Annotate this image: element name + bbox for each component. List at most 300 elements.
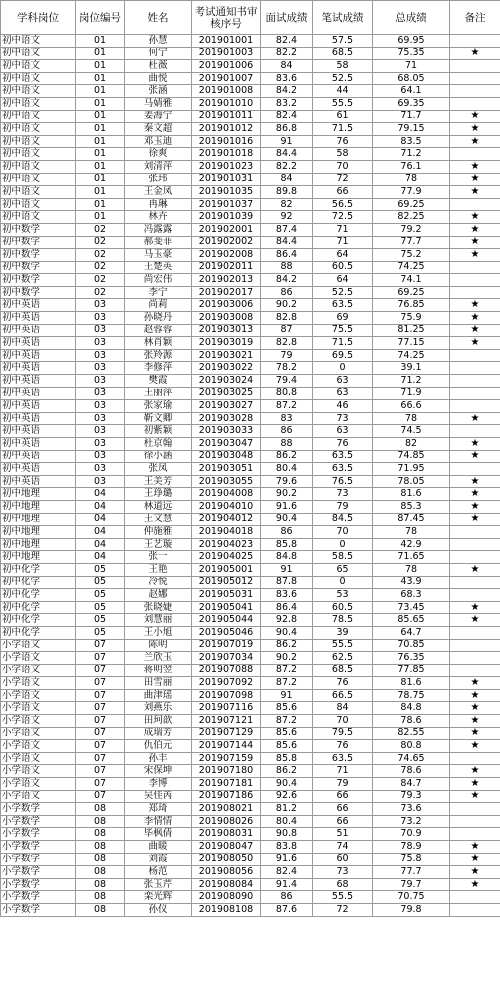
total-score-cell[interactable]: 79.3 (373, 790, 450, 803)
name-cell[interactable]: 曲暖 (125, 841, 192, 854)
total-score-cell[interactable]: 69.95 (373, 35, 450, 48)
review-number-cell[interactable]: 201908021 (192, 803, 261, 816)
name-cell[interactable]: 毕枫倩 (125, 828, 192, 841)
name-cell[interactable]: 曲津瑶 (125, 689, 192, 702)
review-number-cell[interactable]: 201903028 (192, 412, 261, 425)
name-cell[interactable]: 刘清萍 (125, 160, 192, 173)
review-number-cell[interactable]: 201903013 (192, 324, 261, 337)
total-score-cell[interactable]: 74.25 (373, 261, 450, 274)
written-score-cell[interactable]: 55.5 (313, 97, 373, 110)
post-number-cell[interactable]: 01 (76, 110, 125, 123)
name-cell[interactable]: 初紫颖 (125, 425, 192, 438)
remarks-cell[interactable]: ★ (450, 123, 500, 136)
review-number-cell[interactable]: 201904008 (192, 488, 261, 501)
review-number-cell[interactable]: 201907159 (192, 752, 261, 765)
review-number-cell[interactable]: 201903021 (192, 349, 261, 362)
remarks-cell[interactable]: ★ (450, 47, 500, 60)
review-number-cell[interactable]: 201907019 (192, 639, 261, 652)
total-score-cell[interactable]: 84.7 (373, 778, 450, 791)
post-number-cell[interactable]: 03 (76, 438, 125, 451)
interview-score-cell[interactable]: 78.2 (261, 362, 313, 375)
interview-score-cell[interactable]: 85.8 (261, 752, 313, 765)
subject-cell[interactable]: 初中数学 (1, 223, 76, 236)
written-score-cell[interactable]: 58 (313, 60, 373, 73)
written-score-cell[interactable]: 66 (313, 803, 373, 816)
post-number-cell[interactable]: 02 (76, 261, 125, 274)
total-score-cell[interactable]: 83.5 (373, 135, 450, 148)
subject-cell[interactable]: 小学语文 (1, 727, 76, 740)
interview-score-cell[interactable]: 90.2 (261, 488, 313, 501)
written-score-cell[interactable]: 78.5 (313, 614, 373, 627)
interview-score-cell[interactable]: 82.4 (261, 35, 313, 48)
interview-score-cell[interactable]: 83.6 (261, 72, 313, 85)
name-cell[interactable]: 靳文卿 (125, 412, 192, 425)
review-number-cell[interactable]: 201902017 (192, 286, 261, 299)
review-number-cell[interactable]: 201901008 (192, 85, 261, 98)
interview-score-cell[interactable]: 90.8 (261, 828, 313, 841)
post-number-cell[interactable]: 05 (76, 576, 125, 589)
post-number-cell[interactable]: 07 (76, 778, 125, 791)
total-score-cell[interactable]: 77.85 (373, 664, 450, 677)
name-cell[interactable]: 仲施雅 (125, 526, 192, 539)
interview-score-cell[interactable]: 86 (261, 286, 313, 299)
review-number-cell[interactable]: 201902011 (192, 261, 261, 274)
written-score-cell[interactable]: 60.5 (313, 601, 373, 614)
review-number-cell[interactable]: 201901023 (192, 160, 261, 173)
subject-cell[interactable]: 初中地理 (1, 488, 76, 501)
interview-score-cell[interactable]: 83.8 (261, 841, 313, 854)
total-score-cell[interactable]: 73.45 (373, 601, 450, 614)
remarks-cell[interactable]: ★ (450, 601, 500, 614)
post-number-cell[interactable]: 04 (76, 488, 125, 501)
written-score-cell[interactable]: 72 (313, 903, 373, 916)
written-score-cell[interactable]: 52.5 (313, 72, 373, 85)
remarks-cell[interactable]: ★ (450, 702, 500, 715)
post-number-cell[interactable]: 03 (76, 299, 125, 312)
interview-score-cell[interactable]: 86.2 (261, 765, 313, 778)
subject-cell[interactable]: 初中数学 (1, 286, 76, 299)
subject-cell[interactable]: 初中英语 (1, 299, 76, 312)
interview-score-cell[interactable]: 83.6 (261, 589, 313, 602)
header-cell-post-number[interactable]: 岗位编号 (76, 1, 125, 35)
written-score-cell[interactable]: 79 (313, 778, 373, 791)
interview-score-cell[interactable]: 82.2 (261, 160, 313, 173)
name-cell[interactable]: 林道远 (125, 500, 192, 513)
interview-score-cell[interactable]: 84 (261, 173, 313, 186)
total-score-cell[interactable]: 78.6 (373, 715, 450, 728)
name-cell[interactable]: 陈明 (125, 639, 192, 652)
total-score-cell[interactable]: 42.9 (373, 538, 450, 551)
name-cell[interactable]: 张一 (125, 551, 192, 564)
name-cell[interactable]: 刘霞 (125, 853, 192, 866)
total-score-cell[interactable]: 78 (373, 412, 450, 425)
subject-cell[interactable]: 初中英语 (1, 324, 76, 337)
post-number-cell[interactable]: 01 (76, 35, 125, 48)
remarks-cell[interactable] (450, 387, 500, 400)
post-number-cell[interactable]: 03 (76, 312, 125, 325)
subject-cell[interactable]: 初中语文 (1, 97, 76, 110)
remarks-cell[interactable]: ★ (450, 740, 500, 753)
review-number-cell[interactable]: 201904012 (192, 513, 261, 526)
written-score-cell[interactable]: 71.5 (313, 337, 373, 350)
interview-score-cell[interactable]: 86.4 (261, 249, 313, 262)
subject-cell[interactable]: 初中地理 (1, 513, 76, 526)
interview-score-cell[interactable]: 82 (261, 198, 313, 211)
remarks-cell[interactable]: ★ (450, 135, 500, 148)
interview-score-cell[interactable]: 84.2 (261, 274, 313, 287)
review-number-cell[interactable]: 201904025 (192, 551, 261, 564)
interview-score-cell[interactable]: 82.8 (261, 312, 313, 325)
name-cell[interactable]: 孙丰 (125, 752, 192, 765)
subject-cell[interactable]: 初中化学 (1, 589, 76, 602)
total-score-cell[interactable]: 82 (373, 438, 450, 451)
remarks-cell[interactable] (450, 576, 500, 589)
review-number-cell[interactable]: 201903025 (192, 387, 261, 400)
review-number-cell[interactable]: 201902001 (192, 223, 261, 236)
written-score-cell[interactable]: 66 (313, 790, 373, 803)
written-score-cell[interactable]: 63.5 (313, 463, 373, 476)
review-number-cell[interactable]: 201901035 (192, 186, 261, 199)
written-score-cell[interactable]: 52.5 (313, 286, 373, 299)
subject-cell[interactable]: 初中语文 (1, 160, 76, 173)
name-cell[interactable]: 宋保坤 (125, 765, 192, 778)
post-number-cell[interactable]: 03 (76, 337, 125, 350)
interview-score-cell[interactable]: 87.2 (261, 400, 313, 413)
interview-score-cell[interactable]: 86.2 (261, 450, 313, 463)
total-score-cell[interactable]: 66.6 (373, 400, 450, 413)
post-number-cell[interactable]: 08 (76, 903, 125, 916)
subject-cell[interactable]: 初中语文 (1, 72, 76, 85)
total-score-cell[interactable]: 68.05 (373, 72, 450, 85)
interview-score-cell[interactable]: 86 (261, 526, 313, 539)
total-score-cell[interactable]: 82.55 (373, 727, 450, 740)
interview-score-cell[interactable]: 84.4 (261, 236, 313, 249)
written-score-cell[interactable]: 72 (313, 173, 373, 186)
review-number-cell[interactable]: 201902008 (192, 249, 261, 262)
total-score-cell[interactable]: 74.1 (373, 274, 450, 287)
total-score-cell[interactable]: 71.7 (373, 110, 450, 123)
header-cell-interview-score[interactable]: 面试成绩 (261, 1, 313, 35)
written-score-cell[interactable]: 68.5 (313, 664, 373, 677)
written-score-cell[interactable]: 66.5 (313, 689, 373, 702)
written-score-cell[interactable]: 76.5 (313, 475, 373, 488)
post-number-cell[interactable]: 08 (76, 866, 125, 879)
subject-cell[interactable]: 初中地理 (1, 538, 76, 551)
written-score-cell[interactable]: 44 (313, 85, 373, 98)
remarks-cell[interactable] (450, 891, 500, 904)
post-number-cell[interactable]: 08 (76, 828, 125, 841)
review-number-cell[interactable]: 201901031 (192, 173, 261, 186)
subject-cell[interactable]: 小学语文 (1, 778, 76, 791)
name-cell[interactable]: 曲悦 (125, 72, 192, 85)
remarks-cell[interactable] (450, 752, 500, 765)
post-number-cell[interactable]: 08 (76, 803, 125, 816)
written-score-cell[interactable]: 58.5 (313, 551, 373, 564)
written-score-cell[interactable]: 65 (313, 563, 373, 576)
total-score-cell[interactable]: 76.35 (373, 652, 450, 665)
subject-cell[interactable]: 初中数学 (1, 261, 76, 274)
review-number-cell[interactable]: 201901039 (192, 211, 261, 224)
review-number-cell[interactable]: 201903006 (192, 299, 261, 312)
name-cell[interactable]: 徐小涵 (125, 450, 192, 463)
name-cell[interactable]: 王文慧 (125, 513, 192, 526)
written-score-cell[interactable]: 55.5 (313, 891, 373, 904)
interview-score-cell[interactable]: 79.6 (261, 475, 313, 488)
subject-cell[interactable]: 初中数学 (1, 249, 76, 262)
written-score-cell[interactable]: 84.5 (313, 513, 373, 526)
total-score-cell[interactable]: 75.2 (373, 249, 450, 262)
remarks-cell[interactable]: ★ (450, 853, 500, 866)
remarks-cell[interactable] (450, 60, 500, 73)
subject-cell[interactable]: 小学数学 (1, 841, 76, 854)
interview-score-cell[interactable]: 92 (261, 211, 313, 224)
review-number-cell[interactable]: 201904023 (192, 538, 261, 551)
post-number-cell[interactable]: 08 (76, 878, 125, 891)
review-number-cell[interactable]: 201905044 (192, 614, 261, 627)
total-score-cell[interactable]: 76.85 (373, 299, 450, 312)
post-number-cell[interactable]: 05 (76, 614, 125, 627)
written-score-cell[interactable]: 63.5 (313, 752, 373, 765)
remarks-cell[interactable] (450, 828, 500, 841)
remarks-cell[interactable]: ★ (450, 513, 500, 526)
review-number-cell[interactable]: 201907088 (192, 664, 261, 677)
total-score-cell[interactable]: 70.85 (373, 639, 450, 652)
name-cell[interactable]: 仇伯元 (125, 740, 192, 753)
review-number-cell[interactable]: 201903008 (192, 312, 261, 325)
review-number-cell[interactable]: 201903022 (192, 362, 261, 375)
interview-score-cell[interactable]: 86.2 (261, 639, 313, 652)
remarks-cell[interactable]: ★ (450, 500, 500, 513)
post-number-cell[interactable]: 08 (76, 891, 125, 904)
review-number-cell[interactable]: 201907186 (192, 790, 261, 803)
remarks-cell[interactable]: ★ (450, 337, 500, 350)
remarks-cell[interactable] (450, 362, 500, 375)
name-cell[interactable]: 杨范 (125, 866, 192, 879)
review-number-cell[interactable]: 201905001 (192, 563, 261, 576)
post-number-cell[interactable]: 07 (76, 790, 125, 803)
post-number-cell[interactable]: 03 (76, 324, 125, 337)
post-number-cell[interactable]: 01 (76, 211, 125, 224)
post-number-cell[interactable]: 08 (76, 815, 125, 828)
header-cell-name[interactable]: 姓名 (125, 1, 192, 35)
interview-score-cell[interactable]: 82.8 (261, 337, 313, 350)
subject-cell[interactable]: 初中数学 (1, 274, 76, 287)
interview-score-cell[interactable]: 80.8 (261, 387, 313, 400)
subject-cell[interactable]: 小学语文 (1, 702, 76, 715)
post-number-cell[interactable]: 05 (76, 563, 125, 576)
review-number-cell[interactable]: 201901003 (192, 47, 261, 60)
total-score-cell[interactable]: 80.8 (373, 740, 450, 753)
remarks-cell[interactable] (450, 35, 500, 48)
remarks-cell[interactable]: ★ (450, 160, 500, 173)
subject-cell[interactable]: 小学数学 (1, 878, 76, 891)
written-score-cell[interactable]: 76 (313, 135, 373, 148)
interview-score-cell[interactable]: 90.4 (261, 513, 313, 526)
written-score-cell[interactable]: 79.5 (313, 727, 373, 740)
subject-cell[interactable]: 初中英语 (1, 475, 76, 488)
name-cell[interactable]: 吴佳芮 (125, 790, 192, 803)
name-cell[interactable]: 田珂歆 (125, 715, 192, 728)
written-score-cell[interactable]: 39 (313, 626, 373, 639)
written-score-cell[interactable]: 73 (313, 866, 373, 879)
total-score-cell[interactable]: 78 (373, 526, 450, 539)
subject-cell[interactable]: 初中英语 (1, 463, 76, 476)
post-number-cell[interactable]: 01 (76, 97, 125, 110)
remarks-cell[interactable] (450, 626, 500, 639)
name-cell[interactable]: 林肖颖 (125, 337, 192, 350)
written-score-cell[interactable]: 73 (313, 488, 373, 501)
interview-score-cell[interactable]: 82.4 (261, 866, 313, 879)
written-score-cell[interactable]: 70 (313, 715, 373, 728)
post-number-cell[interactable]: 01 (76, 47, 125, 60)
interview-score-cell[interactable]: 82.2 (261, 47, 313, 60)
subject-cell[interactable]: 初中英语 (1, 375, 76, 388)
name-cell[interactable]: 张涵 (125, 85, 192, 98)
written-score-cell[interactable]: 62.5 (313, 652, 373, 665)
name-cell[interactable]: 尚宏伟 (125, 274, 192, 287)
remarks-cell[interactable]: ★ (450, 249, 500, 262)
subject-cell[interactable]: 小学语文 (1, 790, 76, 803)
remarks-cell[interactable] (450, 274, 500, 287)
total-score-cell[interactable]: 74.25 (373, 349, 450, 362)
post-number-cell[interactable]: 01 (76, 160, 125, 173)
written-score-cell[interactable]: 68.5 (313, 47, 373, 60)
post-number-cell[interactable]: 03 (76, 463, 125, 476)
subject-cell[interactable]: 初中英语 (1, 438, 76, 451)
review-number-cell[interactable]: 201902013 (192, 274, 261, 287)
post-number-cell[interactable]: 01 (76, 85, 125, 98)
written-score-cell[interactable]: 57.5 (313, 35, 373, 48)
remarks-cell[interactable]: ★ (450, 689, 500, 702)
written-score-cell[interactable]: 72.5 (313, 211, 373, 224)
total-score-cell[interactable]: 73.2 (373, 815, 450, 828)
subject-cell[interactable]: 初中语文 (1, 148, 76, 161)
post-number-cell[interactable]: 03 (76, 362, 125, 375)
remarks-cell[interactable] (450, 400, 500, 413)
remarks-cell[interactable]: ★ (450, 866, 500, 879)
interview-score-cell[interactable]: 91.6 (261, 500, 313, 513)
interview-score-cell[interactable]: 84.2 (261, 85, 313, 98)
remarks-cell[interactable]: ★ (450, 438, 500, 451)
remarks-cell[interactable]: ★ (450, 211, 500, 224)
interview-score-cell[interactable]: 87.2 (261, 664, 313, 677)
total-score-cell[interactable]: 70.9 (373, 828, 450, 841)
post-number-cell[interactable]: 01 (76, 198, 125, 211)
total-score-cell[interactable]: 78 (373, 173, 450, 186)
name-cell[interactable]: 赵蓉蓉 (125, 324, 192, 337)
post-number-cell[interactable]: 07 (76, 689, 125, 702)
name-cell[interactable]: 孙慧 (125, 35, 192, 48)
review-number-cell[interactable]: 201903024 (192, 375, 261, 388)
written-score-cell[interactable]: 76 (313, 677, 373, 690)
written-score-cell[interactable]: 73 (313, 412, 373, 425)
review-number-cell[interactable]: 201903051 (192, 463, 261, 476)
written-score-cell[interactable]: 69.5 (313, 349, 373, 362)
interview-score-cell[interactable]: 79.4 (261, 375, 313, 388)
post-number-cell[interactable]: 08 (76, 853, 125, 866)
post-number-cell[interactable]: 07 (76, 727, 125, 740)
subject-cell[interactable]: 小学语文 (1, 639, 76, 652)
total-score-cell[interactable]: 79.15 (373, 123, 450, 136)
post-number-cell[interactable]: 01 (76, 186, 125, 199)
written-score-cell[interactable]: 60 (313, 853, 373, 866)
total-score-cell[interactable]: 82.25 (373, 211, 450, 224)
interview-score-cell[interactable]: 79 (261, 349, 313, 362)
name-cell[interactable]: 王艺璇 (125, 538, 192, 551)
remarks-cell[interactable] (450, 463, 500, 476)
review-number-cell[interactable]: 201901016 (192, 135, 261, 148)
interview-score-cell[interactable]: 85.6 (261, 727, 313, 740)
interview-score-cell[interactable]: 90.4 (261, 626, 313, 639)
remarks-cell[interactable]: ★ (450, 324, 500, 337)
name-cell[interactable]: 张家瑜 (125, 400, 192, 413)
subject-cell[interactable]: 初中语文 (1, 186, 76, 199)
remarks-cell[interactable]: ★ (450, 475, 500, 488)
review-number-cell[interactable]: 201907180 (192, 765, 261, 778)
remarks-cell[interactable]: ★ (450, 878, 500, 891)
remarks-cell[interactable] (450, 85, 500, 98)
written-score-cell[interactable]: 61 (313, 110, 373, 123)
subject-cell[interactable]: 小学数学 (1, 828, 76, 841)
subject-cell[interactable]: 初中英语 (1, 349, 76, 362)
interview-score-cell[interactable]: 86 (261, 425, 313, 438)
total-score-cell[interactable]: 81.6 (373, 488, 450, 501)
name-cell[interactable]: 王琤璐 (125, 488, 192, 501)
total-score-cell[interactable]: 73.6 (373, 803, 450, 816)
name-cell[interactable]: 樊霞 (125, 375, 192, 388)
subject-cell[interactable]: 初中地理 (1, 526, 76, 539)
subject-cell[interactable]: 初中英语 (1, 412, 76, 425)
post-number-cell[interactable]: 07 (76, 702, 125, 715)
written-score-cell[interactable]: 84 (313, 702, 373, 715)
total-score-cell[interactable]: 77.7 (373, 866, 450, 879)
name-cell[interactable]: 李修萍 (125, 362, 192, 375)
review-number-cell[interactable]: 201903048 (192, 450, 261, 463)
subject-cell[interactable]: 初中地理 (1, 500, 76, 513)
remarks-cell[interactable] (450, 903, 500, 916)
post-number-cell[interactable]: 01 (76, 123, 125, 136)
subject-cell[interactable]: 初中英语 (1, 450, 76, 463)
remarks-cell[interactable]: ★ (450, 312, 500, 325)
name-cell[interactable]: 姜海宁 (125, 110, 192, 123)
name-cell[interactable]: 尚莉 (125, 299, 192, 312)
interview-score-cell[interactable]: 92.6 (261, 790, 313, 803)
name-cell[interactable]: 赵娜 (125, 589, 192, 602)
remarks-cell[interactable]: ★ (450, 715, 500, 728)
total-score-cell[interactable]: 64.1 (373, 85, 450, 98)
total-score-cell[interactable]: 78 (373, 563, 450, 576)
subject-cell[interactable]: 初中化学 (1, 626, 76, 639)
interview-score-cell[interactable]: 91.6 (261, 853, 313, 866)
remarks-cell[interactable] (450, 375, 500, 388)
post-number-cell[interactable]: 03 (76, 412, 125, 425)
name-cell[interactable]: 林卉 (125, 211, 192, 224)
remarks-cell[interactable] (450, 148, 500, 161)
name-cell[interactable]: 孙晓丹 (125, 312, 192, 325)
written-score-cell[interactable]: 55.5 (313, 639, 373, 652)
post-number-cell[interactable]: 01 (76, 72, 125, 85)
name-cell[interactable]: 冯露露 (125, 223, 192, 236)
total-score-cell[interactable]: 39.1 (373, 362, 450, 375)
interview-score-cell[interactable]: 87.8 (261, 576, 313, 589)
remarks-cell[interactable] (450, 286, 500, 299)
review-number-cell[interactable]: 201901011 (192, 110, 261, 123)
remarks-cell[interactable] (450, 198, 500, 211)
name-cell[interactable]: 王丽萍 (125, 387, 192, 400)
subject-cell[interactable]: 初中语文 (1, 198, 76, 211)
review-number-cell[interactable]: 201907098 (192, 689, 261, 702)
post-number-cell[interactable]: 08 (76, 841, 125, 854)
